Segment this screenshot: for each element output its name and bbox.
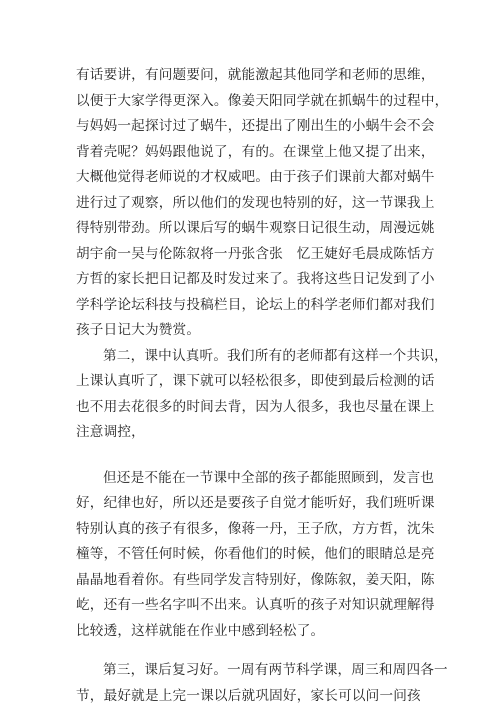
text-line: 特别认真的孩子有很多，像蒋一丹，王子欣，方方哲，沈朱 — [76, 521, 435, 537]
text-line: 上课认真听了，课下就可以轻松很多，即使到最后检测的话 — [76, 373, 435, 389]
text-line: 有话要讲，有问题要问，就能激起其他同学和老师的思维， — [76, 67, 435, 83]
text-line: 背着壳呢？妈妈跟他说了，有的。在课堂上他又提了出来， — [76, 144, 435, 160]
text-line: 进行过了观察，所以他们的发现也特别的好，这一节课我上 — [76, 195, 435, 211]
text-line: 第二，课中认真听。我们所有的老师都有这样一个共识， — [103, 348, 448, 364]
text-line: 晶晶地看着你。有些同学发言特别好，像陈叙，姜天阳，陈 — [76, 572, 435, 588]
text-line: 但还是不能在一节课中全部的孩子都能照顾到，发言也 — [103, 470, 435, 486]
text-line: 好，纪律也好，所以还是要孩子自觉才能听好，我们班听课 — [76, 495, 435, 511]
text-line: 橦等，不管任何时候，你看他们的时候，他们的眼睛总是亮 — [76, 546, 435, 562]
text-line: 胡宇俞一吴与伦陈叙将一丹张含张 忆王婕好毛晨成陈恬方 — [76, 246, 435, 262]
text-line: 孩子日记大为赞赏。 — [76, 322, 201, 338]
text-line: 以便于大家学得更深入。像姜天阳同学就在抓蜗牛的过程中， — [76, 93, 449, 109]
text-line: 学科学论坛科技与投稿栏目，论坛上的科学老师们都对我们 — [76, 297, 435, 313]
text-line: 大概他觉得老师说的才权威吧。由于孩子们课前大都对蜗牛 — [76, 169, 435, 185]
text-line: 与妈妈一起探讨过了蜗牛，还提出了刚出生的小蜗牛会不会 — [76, 118, 435, 134]
text-line: 第三，课后复习好。一周有两节科学课，周三和周四各一 — [103, 662, 448, 678]
text-line: 方哲的家长把日记都及时发过来了。我将这些日记发到了小 — [76, 271, 435, 287]
text-line: 注意调控， — [76, 424, 145, 440]
text-line: 比较透，这样就能在作业中感到轻松了。 — [76, 623, 325, 639]
text-line: 得特别带劲。所以课后写的蜗牛观察日记很生动，周漫远姚 — [76, 220, 435, 236]
text-line: 节，最好就是上完一课以后就巩固好，家长可以问一问孩 — [76, 688, 421, 704]
text-line: 屹，还有一些名字叫不出来。认真听的孩子对知识就理解得 — [76, 597, 435, 613]
text-line: 也不用去花很多的时间去背，因为人很多，我也尽量在课上 — [76, 399, 435, 415]
